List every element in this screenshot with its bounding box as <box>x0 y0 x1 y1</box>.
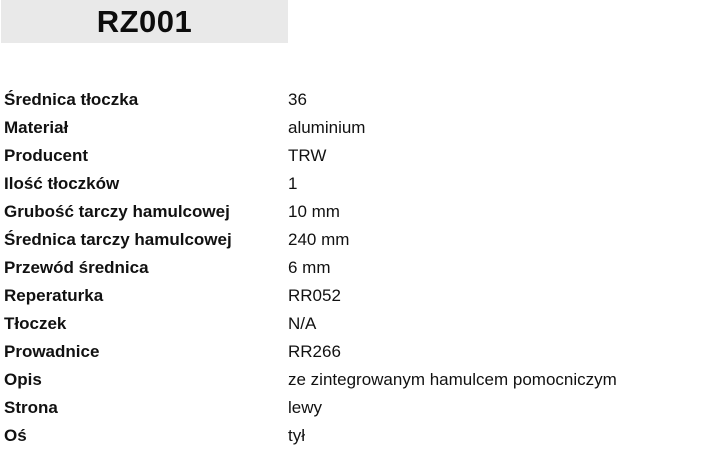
spec-label: Grubość tarczy hamulcowej <box>4 202 230 221</box>
spec-label: Reperaturka <box>4 286 104 305</box>
spec-row <box>0 142 727 170</box>
spec-value: 36 <box>288 90 307 109</box>
spec-label: Średnica tarczy hamulcowej <box>4 230 232 249</box>
spec-label: Średnica tłoczka <box>4 90 139 109</box>
spec-value: 1 <box>288 174 298 193</box>
spec-label: Producent <box>4 146 89 165</box>
spec-table <box>0 86 727 450</box>
spec-value: 6 mm <box>288 258 331 277</box>
spec-value: N/A <box>288 314 317 333</box>
spec-row <box>0 170 727 198</box>
spec-label: Materiał <box>4 118 69 137</box>
spec-row <box>0 254 727 282</box>
spec-row <box>0 310 727 338</box>
spec-row <box>0 226 727 254</box>
spec-row <box>0 198 727 226</box>
product-code-header <box>1 0 288 43</box>
spec-row <box>0 366 727 394</box>
spec-value: RR266 <box>288 342 341 361</box>
spec-label: Przewód średnica <box>4 258 149 277</box>
spec-value: ze zintegrowanym hamulcem pomocniczym <box>288 370 617 389</box>
spec-row <box>0 394 727 422</box>
spec-value: TRW <box>288 146 327 165</box>
spec-row <box>0 338 727 366</box>
spec-row <box>0 114 727 142</box>
spec-row <box>0 422 727 450</box>
spec-value: lewy <box>288 398 323 417</box>
spec-row <box>0 282 727 310</box>
spec-value: 10 mm <box>288 202 340 221</box>
spec-label: Strona <box>4 398 58 417</box>
spec-value: 240 mm <box>288 230 350 249</box>
spec-label: Prowadnice <box>4 342 100 361</box>
spec-value: RR052 <box>288 286 341 305</box>
spec-value: aluminium <box>288 118 366 137</box>
spec-label: Opis <box>4 370 42 389</box>
spec-label: Ilość tłoczków <box>4 174 120 193</box>
spec-row <box>0 86 727 114</box>
product-code-title: RZ001 <box>96 3 193 39</box>
spec-label: Oś <box>4 426 27 445</box>
spec-label: Tłoczek <box>4 314 67 333</box>
spec-value: tył <box>288 426 305 445</box>
